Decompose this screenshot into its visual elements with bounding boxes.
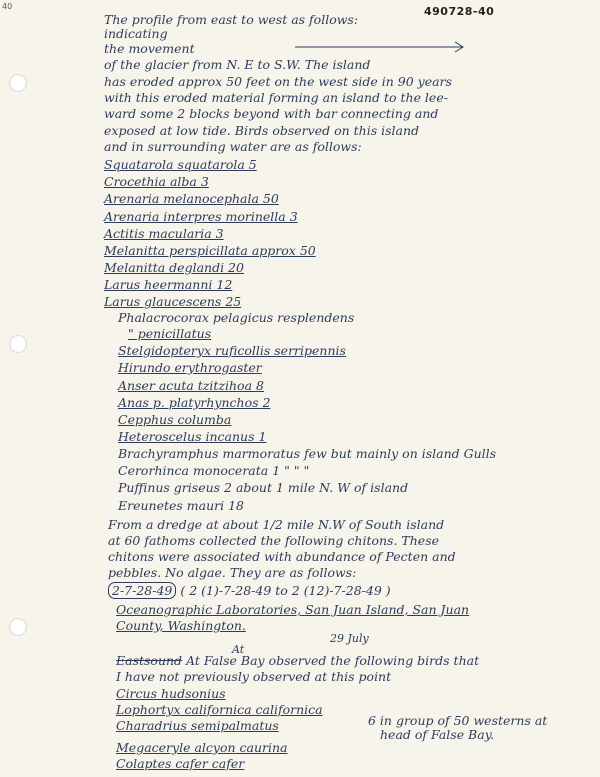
specimen-number: 2-7-28-49 [108, 582, 176, 599]
text-line: at 60 fathoms collected the following chitons. These [108, 533, 440, 548]
species-line: Arenaria melanocephala 50 [104, 191, 279, 206]
specimen-number-range: ( 2 (1)-7-28-49 to 2 (12)-7-28-49 ) [180, 583, 391, 598]
text-line: head of False Bay. [380, 727, 495, 742]
species-line: Phalacrocorax pelagicus resplendens [118, 310, 355, 325]
species-line: Stelgidopteryx ruficollis serripennis [118, 343, 346, 358]
specimen-range [108, 584, 391, 598]
location-heading: County, Washington. [116, 618, 246, 633]
text-line: with this eroded material forming an island to the lee- [104, 90, 448, 105]
text-line: From a dredge at about 1/2 mile N.W of South island [108, 517, 445, 532]
margin-number: 40 [2, 2, 13, 11]
text-line: The profile from east to west as follows: [104, 12, 359, 27]
species-line: Heteroscelus incanus 1 [118, 429, 267, 444]
text-line: pebbles. No algae. They are as follows: [108, 565, 357, 580]
text-line: chitons were associated with abundance of Pecten and [108, 549, 456, 564]
species-line: Colaptes cafer cafer [116, 756, 245, 771]
text-line: the movement [104, 41, 195, 56]
text-line: indicating [104, 26, 168, 41]
species-line: Puffinus griseus 2 about 1 mile N. W of island [118, 480, 409, 495]
punch-hole [9, 618, 27, 636]
text-line [116, 654, 479, 668]
species-line: Ereunetes mauri 18 [118, 498, 245, 513]
species-line: Anser acuta tzitzihoa 8 [118, 378, 264, 393]
text-line: exposed at low tide. Birds observed on this island [104, 123, 419, 138]
species-line: " penicillatus [128, 326, 212, 341]
species-line: Lophortyx californica californica [116, 702, 323, 717]
date-note: 29 July [330, 632, 369, 645]
text-line: ward some 2 blocks beyond with bar connecting and [104, 106, 439, 121]
species-line: Larus glaucescens 25 [104, 294, 242, 309]
species-line: Melanitta deglandi 20 [104, 260, 244, 275]
species-line: Larus heermanni 12 [104, 277, 233, 292]
species-line: Arenaria interpres morinella 3 [104, 209, 298, 224]
text-line: I have not previously observed at this point [116, 669, 392, 684]
text-line: At False Bay observed the following birds that [186, 653, 480, 668]
text-line: of the glacier from N. E to S.W. The island [104, 57, 371, 72]
text-line: 6 in group of 50 westerns at [368, 713, 548, 728]
punch-hole [9, 335, 27, 353]
text-line: and in surrounding water are as follows: [104, 139, 362, 154]
species-line: Megaceryle alcyon caurina [116, 740, 288, 755]
species-line: Melanitta perspicillata approx 50 [104, 243, 316, 258]
species-line: Squatarola squatarola 5 [104, 157, 257, 172]
species-line: Anas p. platyrhynchos 2 [118, 395, 271, 410]
species-line: Cepphus columba [118, 412, 232, 427]
species-line: Actitis macularia 3 [104, 226, 224, 241]
catalog-stamp: 490728-40 [424, 5, 495, 18]
species-line: Crocethia alba 3 [104, 174, 209, 189]
insertion-note: At [232, 643, 245, 656]
punch-hole [9, 74, 27, 92]
text-line: has eroded approx 50 feet on the west side in 90 years [104, 74, 452, 89]
species-line: Cerorhinca monocerata 1 " " " [118, 463, 310, 478]
species-line: Brachyramphus marmoratus few but mainly on island Gulls [118, 446, 497, 461]
arrow-icon [295, 40, 470, 54]
location-heading: Oceanographic Laboratories, San Juan Island, San Juan [116, 602, 470, 617]
species-line: Hirundo erythrogaster [118, 360, 262, 375]
species-line: Circus hudsonius [116, 686, 226, 701]
species-line: Charadrius semipalmatus [116, 718, 279, 733]
struck-word: Eastsound [116, 653, 183, 668]
